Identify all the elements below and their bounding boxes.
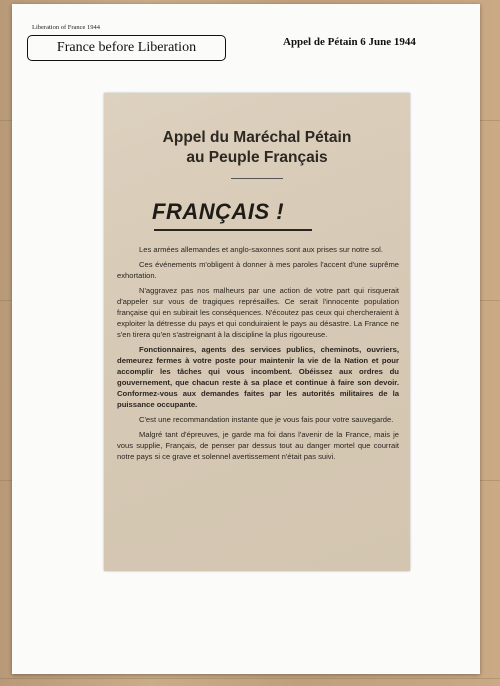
paragraph: N'aggravez pas nos malheurs par une action de votre part qui risquerait d'appeler sur vous de tragiques représailles. Ce serait l'innocente population française qui en subirait les conséquences. N'écoutez pas ceux qui chercheraient à exploiter la détresse du pays et qui conduiraient le pays au désastre. La France ne s'en tirera qu'en s'astreignant à la discipline la plus rigoureuse. <box>117 286 399 339</box>
small-caption: Liberation of France 1944 <box>32 24 101 31</box>
paragraph-bold: Fonctionnaires, agents des services publics, cheminots, ouvriers, demeurez fermes à votre poste pour maintenir la vie de la Nation et pour accomplir les tâches qui vous incombent. Obéissez aux ordres du gouvernement, que chacun reste à sa place et continue à faire son devoir. Conformez-vous aux demandes faites par les autorités militaires de la puissance occupante. <box>117 345 399 409</box>
paragraph: Ces événements m'obligent à donner à mes paroles l'accent d'une suprême exhortation. <box>117 260 399 280</box>
leaflet-body <box>117 244 399 466</box>
paragraph: C'est une recommandation instante que je vous fais pour votre sauvegarde. <box>139 415 394 424</box>
leaflet-big-title: FRANÇAIS ! <box>152 199 285 224</box>
leaflet-heading-line2: au Peuple Français <box>186 149 328 166</box>
title-underline <box>154 229 312 231</box>
paragraph: Les armées allemandes et anglo-saxonnes sont aux prises sur notre sol. <box>139 245 383 254</box>
paragraph: Malgré tant d'épreuves, je garde ma foi dans l'avenir de la France, mais je vous supplie, Français, de penser par dessus tout au danger mortel que courrait notre pays si ce grave et solennel avertissement n'était pas suivi. <box>117 430 399 461</box>
leaflet <box>104 93 410 571</box>
boxed-page-title: France before Liberation <box>27 35 226 61</box>
heading-divider <box>231 178 283 179</box>
page-subtitle: Appel de Pétain 6 June 1944 <box>283 36 416 48</box>
leaflet-heading-line1: Appel du Maréchal Pétain <box>162 129 352 146</box>
